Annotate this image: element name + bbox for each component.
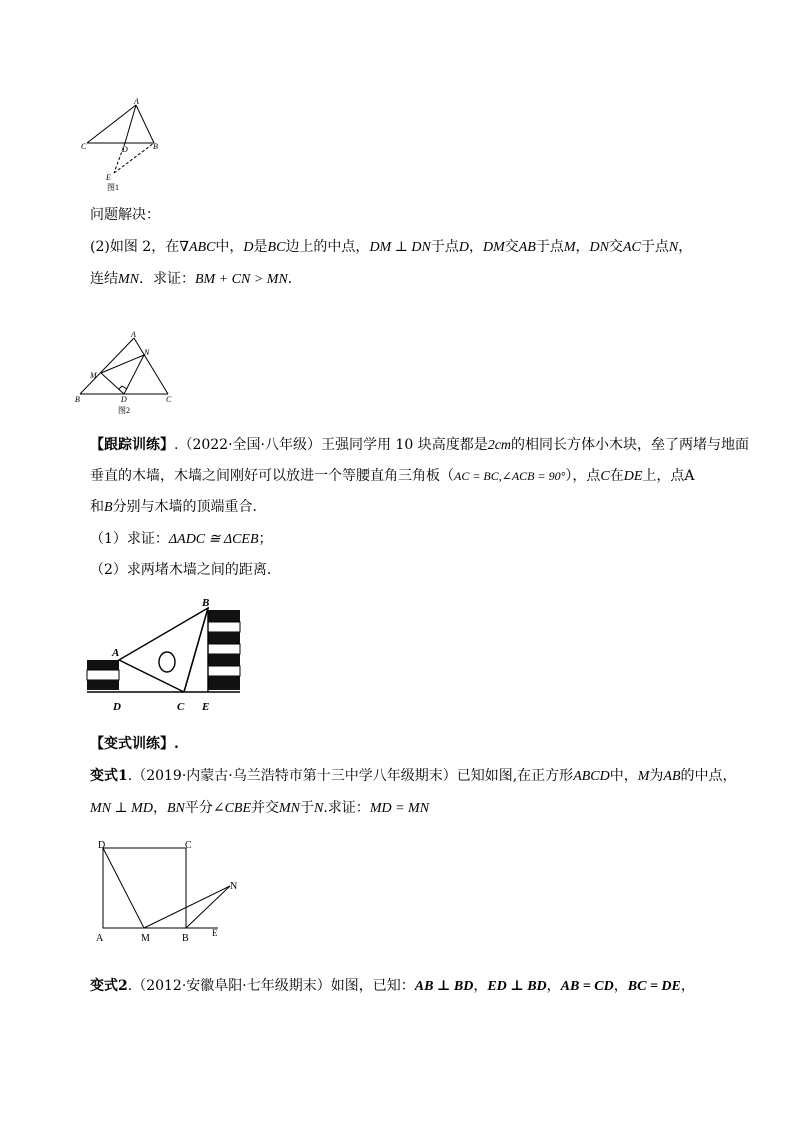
fig1-side-ca bbox=[87, 105, 136, 143]
fig3-triangle-hole bbox=[159, 652, 175, 672]
fig2-label-m: M bbox=[90, 371, 97, 380]
figure-2 bbox=[70, 328, 185, 418]
fig2-label-b: B bbox=[75, 395, 80, 404]
fig3-left-wall bbox=[87, 660, 119, 690]
fig4-segment-mn bbox=[144, 886, 230, 928]
problem-heading: 问题解决： bbox=[90, 207, 160, 223]
fig4-label-e: E bbox=[212, 928, 218, 938]
fig2-side-ac bbox=[134, 338, 168, 394]
figure-1 bbox=[80, 95, 180, 197]
fig4-label-m: M bbox=[141, 933, 150, 944]
fig2-caption: 图2 bbox=[118, 406, 130, 415]
fig4-square bbox=[103, 848, 186, 928]
fig2-segment-md bbox=[101, 373, 124, 394]
variant-2-label: 变式2 bbox=[90, 978, 128, 994]
fig1-label-a: A bbox=[134, 97, 139, 106]
fig4-label-b: B bbox=[182, 933, 189, 944]
fig4-segment-dm bbox=[103, 848, 144, 928]
tracking-heading: 【跟踪训练】 bbox=[90, 437, 174, 453]
figure-3 bbox=[80, 594, 250, 718]
fig4-label-n: N bbox=[230, 881, 238, 892]
variant-1-label: 变式1 bbox=[90, 768, 128, 784]
problem-2-line-1: (2)如图 2，在∇ABC中，D是BC边上的中点，DM ⊥ DN于点D，DM交AB于点M，DN交AC于点N， bbox=[90, 239, 693, 255]
fig4-segment-bn bbox=[186, 886, 230, 928]
fig3-label-e: E bbox=[202, 701, 210, 713]
fig2-label-a: A bbox=[131, 330, 136, 339]
fig1-median-ad bbox=[125, 105, 136, 143]
fig1-label-e: E bbox=[106, 173, 111, 182]
variant-2-line: 变式2.（2012·安徽阜阳·七年级期末）如图，已知：AB ⊥ BD，ED ⊥ BD，AB = CD，BC = DE， bbox=[90, 978, 695, 994]
fig2-right-angle-mark bbox=[119, 386, 127, 389]
fig1-label-d: D bbox=[122, 145, 128, 154]
variant-1-line-2: MN ⊥ MD，BN平分∠CBE并交MN于N.求证：MD = MN bbox=[90, 800, 430, 816]
tracking-line-2: 垂直的木墙，木墙之间刚好可以放进一个等腰直角三角板（AC = BC,∠ACB = 90°），点C在DE上，点A bbox=[90, 468, 695, 484]
fig3-right-wall bbox=[208, 610, 240, 690]
figure-4 bbox=[90, 836, 250, 946]
tracking-question-1: （1）求证：ΔADC ≅ ΔCEB； bbox=[90, 531, 273, 547]
fig2-segment-dn bbox=[124, 355, 144, 394]
fig2-segment-mn bbox=[101, 355, 144, 373]
fig1-label-b: B bbox=[153, 142, 158, 151]
fig1-label-c: C bbox=[81, 142, 87, 151]
fig4-label-c: C bbox=[185, 840, 192, 851]
fig3-label-d: D bbox=[113, 701, 121, 713]
fig3-label-b: B bbox=[202, 597, 210, 609]
fig2-label-d: D bbox=[121, 395, 127, 404]
fig3-label-c: C bbox=[177, 701, 185, 713]
problem-2-line-2: 连结MN．求证：BM + CN > MN． bbox=[90, 271, 302, 287]
fig3-triangle bbox=[119, 608, 208, 692]
fig2-side-ba bbox=[80, 338, 134, 394]
fig4-label-a: A bbox=[96, 933, 104, 944]
tracking-line-3: 和B分别与木墙的顶端重合． bbox=[90, 499, 267, 515]
fig2-label-c: C bbox=[166, 395, 172, 404]
tracking-line-1: 【跟踪训练】.（2022·全国·八年级）王强同学用 10 块高度都是2cm的相同长方体小木块，垒了两堵与地面 bbox=[90, 437, 750, 453]
fig1-caption: 图1 bbox=[107, 183, 119, 192]
variant-1-line-1: 变式1.（2019·内蒙古·乌兰浩特市第十三中学八年级期末）已知如图,在正方形ABCD中，M为AB的中点， bbox=[90, 768, 737, 784]
variant-heading: 【变式训练】. bbox=[90, 736, 179, 752]
fig2-label-n: N bbox=[144, 348, 150, 357]
fig4-label-d: D bbox=[98, 840, 106, 851]
fig1-side-ab bbox=[136, 105, 154, 143]
tracking-question-2: （2）求两堵木墙之间的距离． bbox=[90, 562, 281, 578]
fig3-label-a: A bbox=[112, 647, 120, 659]
